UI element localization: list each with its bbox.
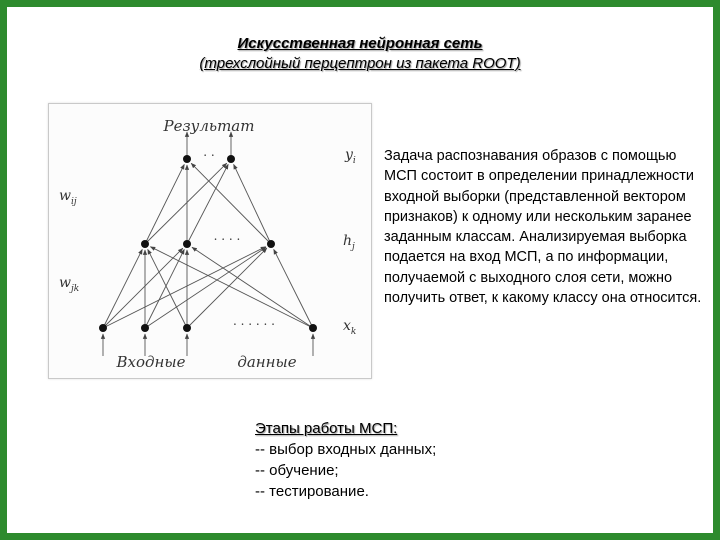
- connection-hidden-output: [145, 164, 184, 244]
- input-neuron: [309, 324, 317, 332]
- stage-item: -- выбор входных данных;: [255, 441, 437, 458]
- slide-subtitle: (трехслойный перцептрон из пакета ROOT): [199, 55, 521, 72]
- output-dots: . .: [203, 145, 215, 159]
- connection-input-hidden: [274, 249, 313, 328]
- connection-input-hidden: [150, 247, 313, 328]
- stages-block: [255, 418, 436, 502]
- connection-input-hidden: [103, 249, 142, 328]
- output-layer-label: $y_i$: [345, 147, 356, 166]
- slide-title: Искусственная нейронная сеть: [237, 35, 483, 52]
- input-label-right: данные: [237, 353, 297, 371]
- perceptron-svg: [49, 104, 371, 378]
- hidden-neuron: [267, 240, 275, 248]
- hidden-dots: . . . .: [213, 229, 241, 243]
- perceptron-diagram: [48, 103, 372, 379]
- hidden-layer-label: $h_j$: [343, 233, 355, 252]
- input-label-left: Входные: [116, 353, 186, 371]
- stage-item: -- тестирование.: [255, 483, 369, 500]
- result-label: Результат: [163, 117, 255, 135]
- hidden-neuron: [183, 240, 191, 248]
- connections: [103, 132, 313, 356]
- weight-label-lower: $w_{jk}$: [59, 275, 80, 294]
- stage-item: -- обучение;: [255, 462, 339, 479]
- output-neuron: [227, 155, 235, 163]
- task-description: Задача распознавания образов с помощью МСП состоит в определении принадлежности входной выборки (представленной вектором признаков) к одному или нескольким заранее заданным классам. Анализируемая выборка подается на вход МСП, а по информации, получаемой с выходного слоя сети, можно получить ответ, к какому классу она относится.: [384, 148, 702, 307]
- input-dots: . . . . . .: [233, 314, 275, 328]
- stages-heading: Этапы работы МСП:: [255, 420, 398, 437]
- input-neuron: [183, 324, 191, 332]
- output-neuron: [183, 155, 191, 163]
- hidden-neuron: [141, 240, 149, 248]
- input-neuron: [99, 324, 107, 332]
- weight-label-upper: $w_{ij}$: [59, 188, 77, 207]
- connection-input-hidden: [103, 248, 183, 328]
- input-neuron: [141, 324, 149, 332]
- input-layer-label: $x_k$: [343, 318, 357, 337]
